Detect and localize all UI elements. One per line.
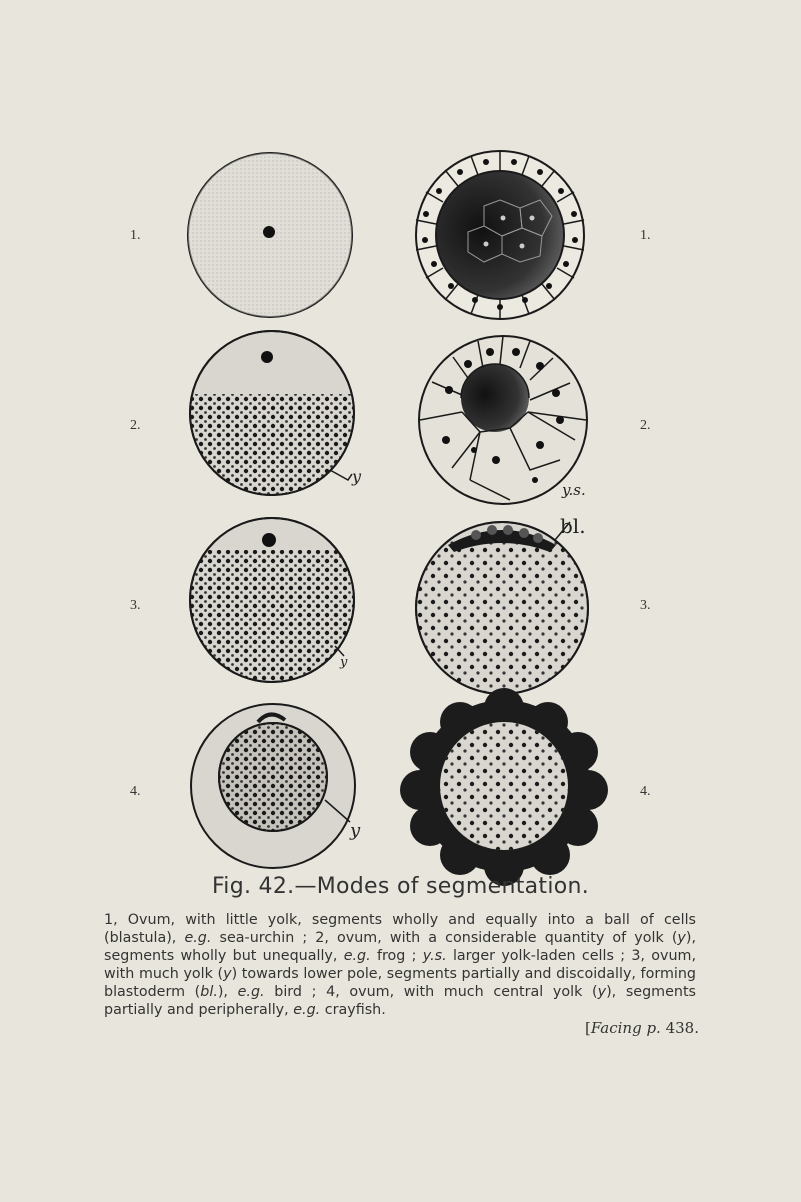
label-y-fig3: y bbox=[340, 655, 348, 670]
row-number-3-right: 3. bbox=[640, 598, 651, 613]
figure-2-ovum bbox=[185, 331, 360, 504]
figure-caption: 1, Ovum, with little yolk, segments wholly and equally into a ball of cells (blastula), e.g. sea-urchin ; 2, ovum, with a considerable quantity of yolk (y), segments wholly but unequally, e.g. frog ; y.s. larger yolk-laden cells ; 3, ovum, with much yolk (y) towards lower pole, segments partially and discoidally, forming blastoderm (bl.), e.g. bird ; 4, ovum, with much central yolk (y), segments partially and peripherally, e.g. crayfish. bbox=[104, 912, 697, 1018]
label-y-fig4: y bbox=[350, 820, 361, 841]
row-number-2-left: 2. bbox=[130, 418, 141, 433]
label-ys: y.s. bbox=[562, 481, 586, 499]
figure-2-blastula bbox=[419, 336, 587, 504]
figure-title: Fig. 42.—Modes of segmentation. bbox=[211, 874, 590, 899]
label-y-fig2: y bbox=[352, 467, 362, 486]
facing-page-note: [Facing p. 438. bbox=[585, 1019, 699, 1037]
label-bl: bl. bbox=[560, 514, 586, 538]
row-number-1-left: 1. bbox=[130, 228, 141, 243]
figure-1-ovum bbox=[188, 153, 352, 317]
figure-4-ovum bbox=[191, 704, 355, 868]
row-number-2-right: 2. bbox=[640, 418, 651, 433]
row-number-3-left: 3. bbox=[130, 598, 141, 613]
figure-3-ovum bbox=[185, 518, 360, 690]
figure-1-blastula bbox=[416, 151, 584, 319]
row-number-1-right: 1. bbox=[640, 228, 651, 243]
figure-3-blastoderm bbox=[415, 522, 590, 700]
row-number-4-right: 4. bbox=[640, 784, 651, 799]
figure-4-peripheral bbox=[400, 688, 608, 886]
row-number-4-left: 4. bbox=[130, 784, 141, 799]
